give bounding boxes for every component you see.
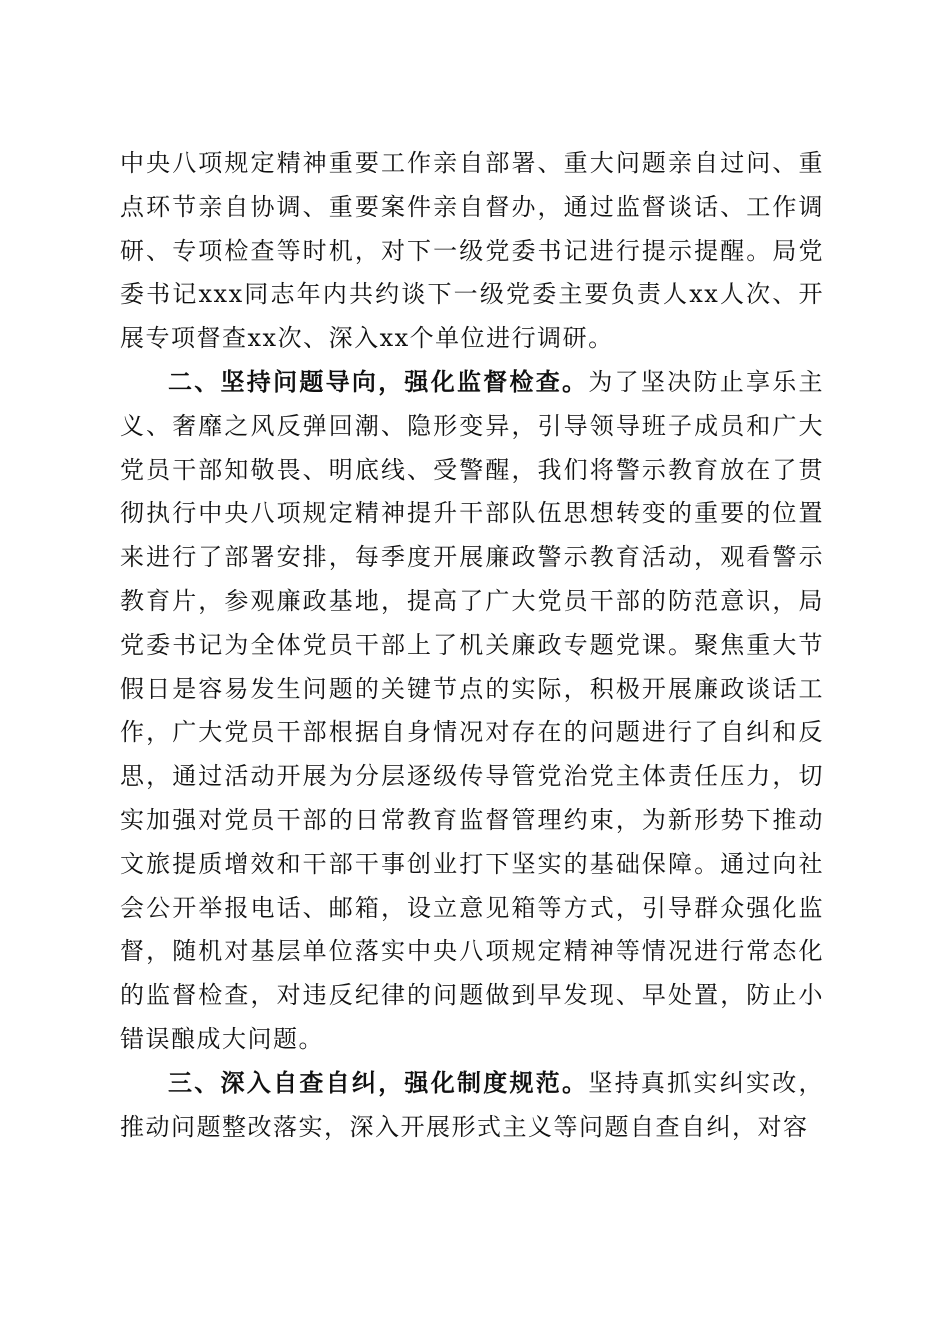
section-heading-2: 二、坚持问题导向，强化监督检查。	[168, 367, 589, 396]
paragraph-2	[120, 361, 824, 1062]
paragraph-1-text: 中央八项规定精神重要工作亲自部署、重大问题亲自过问、重点环节亲自协调、重要案件亲自督办，通过监督谈话、工作调研、专项检查等时机，对下一级党委书记进行提示提醒。局党委书记xxx同志年内共约谈下一级党委主要负责人xx人次、开展专项督查xx次、深入xx个单位进行调研。	[120, 149, 824, 353]
paragraph-3-text: 坚持真抓实纠实改，推动问题整改落实，深入开展形式主义等问题自查自纠，对容	[120, 1068, 825, 1141]
paragraph-1	[120, 142, 824, 361]
document-body	[120, 142, 824, 1149]
paragraph-2-text: 为了坚决防止享乐主义、奢靡之风反弹回潮、隐形变异，引导领导班子成员和广大党员干部知敬畏、明底线、受警醒，我们将警示教育放在了贯彻执行中央八项规定精神提升干部队伍思想转变的重要的位置来进行了部署安排，每季度开展廉政警示教育活动，观看警示教育片，参观廉政基地，提高了广大党员干部的防范意识，局党委书记为全体党员干部上了机关廉政专题党课。聚焦重大节假日是容易发生问题的关键节点的实际，积极开展廉政谈话工作，广大党员干部根据自身情况对存在的问题进行了自纠和反思，通过活动开展为分层逐级传导管党治党主体责任压力，切实加强对党员干部的日常教育监督管理约束，为新形势下推动文旅提质增效和干部干事创业打下坚实的基础保障。通过向社会公开举报电话、邮箱，设立意见箱等方式，引导群众强化监督，随机对基层单位落实中央八项规定精神等情况进行常态化的监督检查，对违反纪律的问题做到早发现、早处置，防止小错误酿成大问题。	[120, 367, 825, 1053]
paragraph-3	[120, 1062, 824, 1150]
section-heading-3: 三、深入自查自纠，强化制度规范。	[168, 1068, 589, 1097]
